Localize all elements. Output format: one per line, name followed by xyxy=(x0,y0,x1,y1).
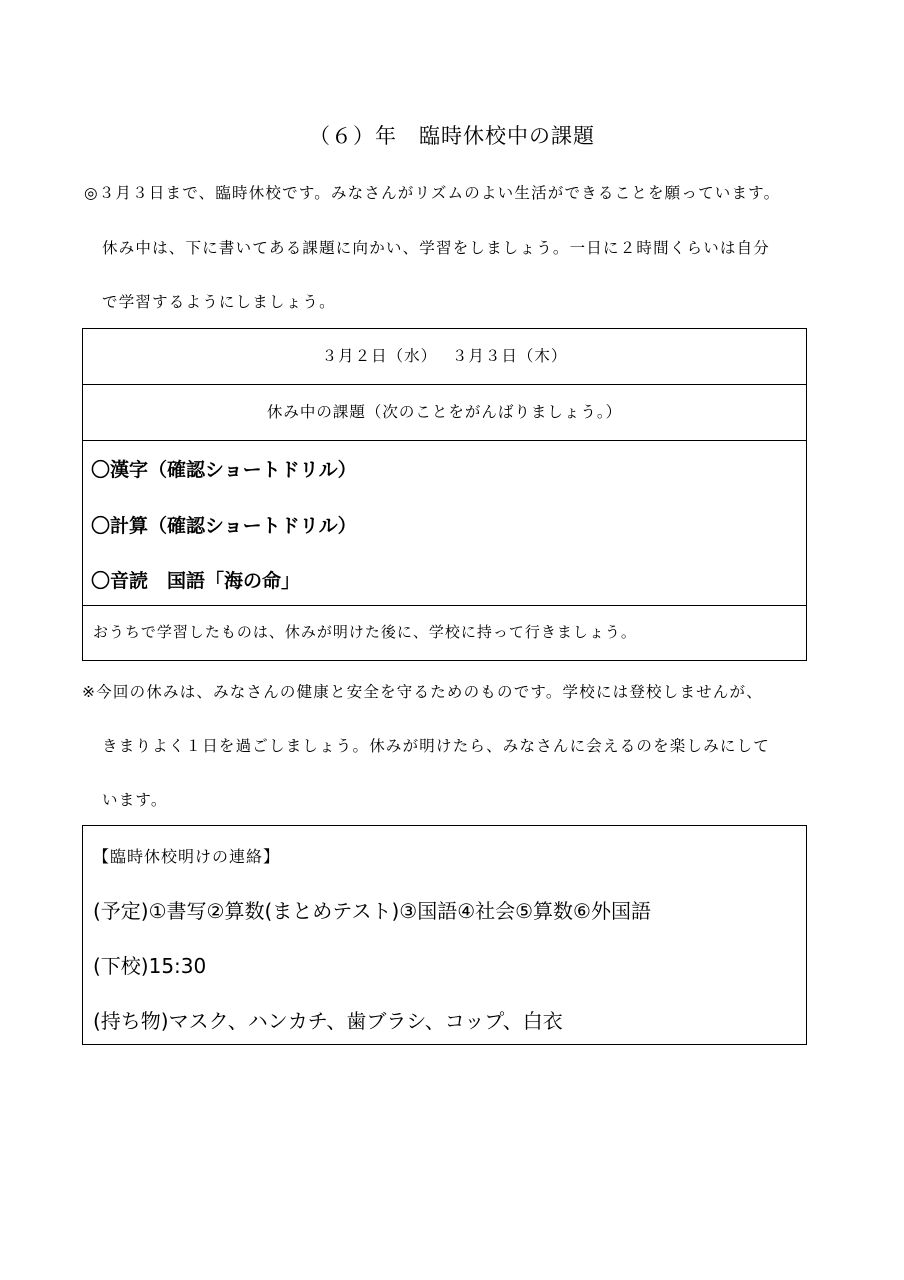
bring-work-note: おうちで学習したものは、休みが明けた後に、学校に持って行きましょう。 xyxy=(93,623,637,641)
task-kanji: 〇漢字（確認ショートドリル） xyxy=(91,459,357,481)
contact-box xyxy=(82,825,807,1045)
contact-schedule: (予定)①書写②算数(まとめテスト)③国語④社会⑤算数⑥外国語 xyxy=(93,899,651,923)
dates-row xyxy=(83,329,806,385)
dates-text: ３月２日（水） ３月３日（木） xyxy=(321,347,568,365)
tasks-row xyxy=(83,441,806,606)
message-line-3: います。 xyxy=(102,791,168,809)
contact-belongings: (持ち物)マスク、ハンカチ、歯ブラシ、コップ、白衣 xyxy=(93,1009,563,1033)
task-calculation: 〇計算（確認ショートドリル） xyxy=(91,515,357,537)
contact-dismissal: (下校)15:30 xyxy=(93,954,207,978)
intro-line-2: 休み中は、下に書いてある課題に向かい、学習をしましょう。一日に２時間くらいは自分 xyxy=(102,239,771,257)
heading-row xyxy=(83,385,806,441)
intro-line-1: ◎３月３日まで、臨時休校です。みなさんがリズムのよい生活ができることを願っています。 xyxy=(84,184,781,202)
page-title: （６）年 臨時休校中の課題 xyxy=(309,124,595,148)
message-line-2: きまりよく１日を過ごしましょう。休みが明けたら、みなさんに会えるのを楽しみにして xyxy=(102,737,771,755)
task-reading: 〇音読 国語「海の命」 xyxy=(91,570,301,592)
schedule-box xyxy=(82,328,807,661)
tasks-heading: 休み中の課題（次のことをがんばりましょう。） xyxy=(266,403,623,421)
intro-line-3: で学習するようにしましょう。 xyxy=(102,293,336,311)
note-row xyxy=(83,606,806,660)
message-line-1: ※今回の休みは、みなさんの健康と安全を守るためのものです。学校には登校しませんが、 xyxy=(82,683,763,701)
contact-heading: 【臨時休校明けの連絡】 xyxy=(93,847,281,866)
